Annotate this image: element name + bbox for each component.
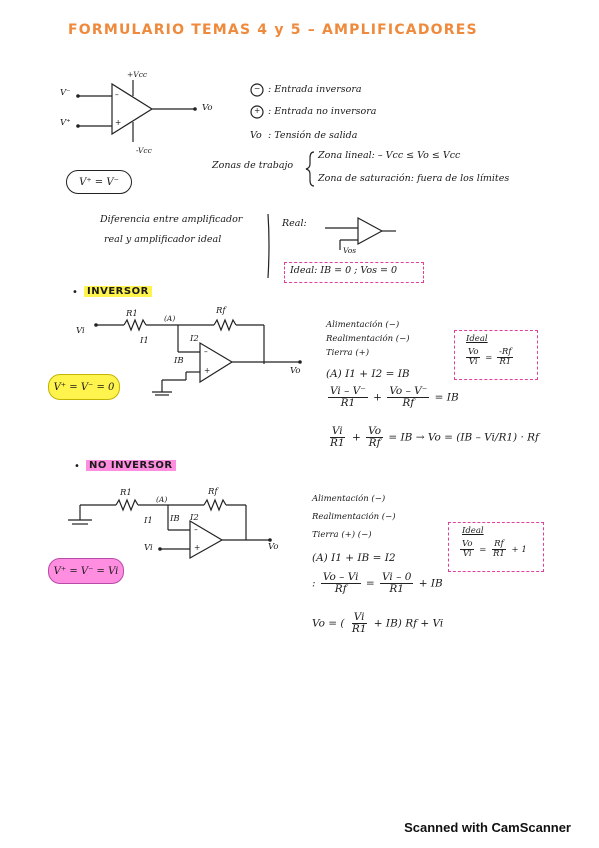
inversor-ideal-formula [464, 348, 515, 367]
inversor-note-1: Alimentación (−) [326, 320, 400, 330]
no-inversor-r1: R1 [120, 488, 132, 498]
page-title: FORMULARIO TEMAS 4 y 5 – AMPLIFICADORES [68, 22, 478, 38]
legend-vo-symbol: Vo [250, 130, 262, 141]
no-inversor-minus: – [194, 525, 198, 534]
inversor-r1: R1 [126, 309, 138, 319]
inversor-circuit [94, 320, 302, 395]
inversor-vo: Vo [290, 366, 301, 376]
no-inversor-ideal-eq: = [479, 544, 487, 555]
legend-minus-text: : Entrada inversora [268, 84, 362, 95]
vos-label: Vos [343, 246, 357, 255]
zones-linear: Zona lineal: – Vcc ≤ Vo ≤ Vcc [318, 150, 461, 161]
no-inversor-note-1: Alimentación (−) [312, 494, 386, 504]
no-inversor-eq2-num1: Vo – Vi [322, 571, 359, 583]
inversor-note-3: Tierra (+) [326, 348, 370, 358]
inversor-eq2 [326, 386, 459, 409]
inversor-label: INVERSOR [84, 286, 152, 297]
no-inversor-ideal-den2: R1 [493, 548, 505, 559]
legend-plus-symbol: + [254, 106, 261, 115]
no-inversor-note-3: Tierra (+) (−) [312, 530, 372, 540]
no-inversor-eq3-lhs: Vo = ( [312, 617, 345, 630]
no-inversor-condition: V⁺ = V⁻ = Vi [48, 558, 124, 584]
opamp-minus-sign: – [115, 90, 119, 99]
opamp-plus-sign: + [115, 118, 122, 127]
no-inversor-eq2-num2: Vi – 0 [382, 571, 412, 583]
no-inversor-eq3 [312, 612, 443, 635]
no-inversor-eq3-num: Vi [353, 611, 365, 623]
real-opamp-symbol [325, 218, 396, 250]
zones-brace [306, 152, 314, 186]
vminus-label: V⁻ [60, 88, 71, 98]
no-inversor-i1: I1 [144, 516, 153, 526]
no-inversor-vi: Vi [144, 543, 153, 553]
inversor-node-a: (A) [164, 314, 176, 323]
inversor-eq3-op: + [351, 431, 361, 444]
no-inversor-i2: I2 [190, 513, 199, 523]
inversor-vi: Vi [76, 326, 85, 336]
no-inversor-eq2 [312, 572, 443, 595]
inversor-eq3 [326, 426, 539, 449]
legend-plus-text: : Entrada no inversora [268, 106, 377, 117]
no-inversor-ideal-label: Ideal [462, 526, 484, 536]
inversor-bullet: • [72, 287, 78, 298]
no-inversor-eq2-den2: R1 [389, 583, 404, 596]
inversor-rf: Rf [216, 306, 226, 316]
no-inversor-eq2-op: = [365, 577, 375, 590]
zones-label: Zonas de trabajo [212, 160, 294, 171]
no-inversor-eq2-rest: + IB [418, 577, 443, 590]
inversor-eq3-num2: Vo [368, 425, 382, 437]
ideal-difference-text: Ideal: IB = 0 ; Vos = 0 [290, 265, 398, 276]
vcc-pos-label: +Vcc [127, 70, 148, 79]
no-inversor-eq2-prefix: : [312, 577, 316, 590]
inversor-eq2-den2: Rf [402, 397, 415, 410]
no-inversor-plus: + [194, 543, 201, 552]
legend-minus-symbol: − [254, 84, 261, 93]
inversor-condition: V⁺ = V⁻ = 0 [48, 374, 120, 400]
vcc-neg-label: -Vcc [136, 146, 152, 155]
no-inversor-ideal-num2: Rf [494, 539, 504, 549]
no-inversor-ideal-num1: Vo [462, 539, 473, 549]
no-inversor-node-a: (A) [156, 495, 168, 504]
no-inversor-ib: IB [170, 514, 180, 524]
inversor-eq3-den2: Rf [368, 437, 381, 450]
inversor-eq2-rhs: = IB [434, 391, 459, 404]
vo-label: Vo [202, 103, 213, 113]
no-inversor-eq3-rest: + IB) Rf + Vi [373, 617, 444, 630]
inversor-eq2-num1: Vi – V⁻ [330, 385, 366, 397]
vplus-label: V⁺ [60, 118, 71, 128]
no-inversor-eq2-den1: Rf [334, 583, 347, 596]
inversor-eq3-rest: = IB → Vo = (IB – Vi/R1) · Rf [388, 431, 539, 444]
inversor-ideal-den2: R1 [499, 356, 512, 367]
inversor-ideal-label: Ideal [466, 334, 488, 344]
no-inversor-vo: Vo [268, 542, 279, 552]
no-inversor-label: NO INVERSOR [86, 460, 176, 471]
no-inversor-ideal-tail: + 1 [511, 544, 527, 555]
no-inversor-circuit [68, 500, 272, 558]
no-inversor-ideal-formula [458, 540, 527, 559]
inversor-note-2: Realimentación (−) [326, 334, 410, 344]
inversor-i1: I1 [140, 336, 149, 346]
inversor-eq3-den1: R1 [330, 437, 345, 450]
inversor-eq2-num2: Vo – V⁻ [389, 385, 428, 397]
legend-vo-text: : Tensión de salida [268, 130, 358, 141]
inversor-eq1: (A) I1 + I2 = IB [326, 368, 410, 380]
opamp-basic-symbol [76, 80, 197, 142]
difference-line1: Diferencia entre amplificador [100, 214, 243, 225]
difference-divider [268, 214, 269, 278]
inversor-minus: – [204, 347, 208, 356]
no-inversor-eq3-den: R1 [351, 623, 367, 636]
inversor-ideal-den1: Vi [468, 356, 478, 367]
no-inversor-rf: Rf [208, 487, 218, 497]
inversor-i2: I2 [190, 334, 199, 344]
inversor-ideal-eq: = [485, 352, 493, 363]
inversor-eq2-den1: R1 [340, 397, 356, 410]
real-label: Real: [282, 218, 307, 229]
difference-line2: real y amplificador ideal [104, 234, 222, 245]
zones-saturation: Zona de saturación: fuera de los límites [318, 173, 510, 184]
camscanner-footer: Scanned with CamScanner [404, 820, 571, 835]
no-inversor-note-2: Realimentación (−) [312, 512, 396, 522]
inversor-eq3-num1: Vi [331, 425, 343, 437]
inversor-ideal-num1: Vo [468, 347, 479, 357]
inversor-ib: IB [174, 356, 184, 366]
no-inversor-ideal-den1: Vi [462, 548, 472, 559]
no-inversor-eq1: (A) I1 + IB = I2 [312, 552, 396, 564]
vplus-equals-vminus: V⁺ = V⁻ [66, 170, 132, 194]
inversor-ideal-num2: -Rf [499, 347, 512, 357]
inversor-plus: + [204, 366, 211, 375]
no-inversor-bullet: • [74, 461, 80, 472]
inversor-eq2-op: + [373, 391, 382, 404]
